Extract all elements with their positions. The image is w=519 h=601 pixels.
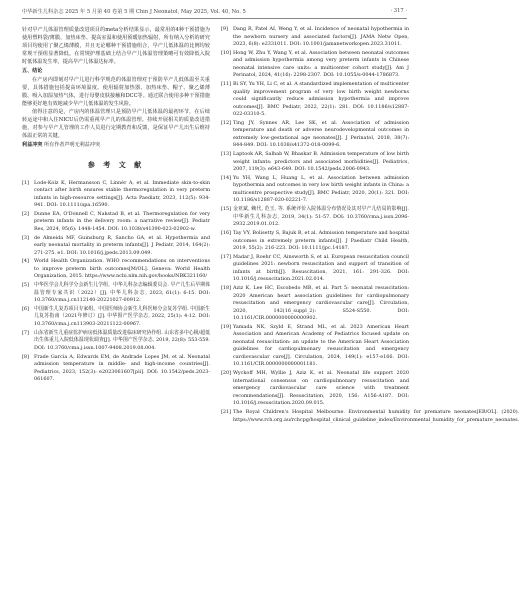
reference-number: [4]	[22, 258, 29, 265]
reference-text: The Royal Children's Hospital Melbourne. Environmental humidity for premature neonates[EB/OL]. (2020). https://www.rch.org.au/rchcpg/hospital_clinical_guideline_index/Environmental_humidity_for_premature_neonates.	[233, 409, 519, 423]
reference-number: [6]	[22, 305, 29, 312]
conflict-label: 利益冲突	[22, 142, 43, 149]
reference-item	[221, 254, 409, 284]
reference-item	[221, 409, 519, 424]
reference-number: [19]	[221, 323, 232, 330]
reference-item	[22, 330, 210, 353]
reference-text: 中国新生儿复苏项目专家组，中国医师协会新生儿科医师分会复苏学组. 中国新生儿复苏指南（2021年修订）[J]. 中华围产医学杂志, 2022, 25(1): 4-12. DOI: 10.3760/cma.j.cn113903-20211122-00967.	[34, 305, 210, 327]
reference-number: [5]	[22, 282, 29, 289]
reference-number: [1]	[22, 179, 29, 186]
reference-number: [11]	[221, 81, 232, 88]
reference-item	[221, 324, 409, 369]
reference-item	[221, 50, 409, 80]
reference-number: [16]	[221, 230, 232, 237]
reference-text: Bi SY, Yu YH, Li C, et al. A standardized implementation of multicenter quality improvement program of very low birth weight newborns could significantly reduce admission hypothermia and improve outcomes[J]. BMC Pediatr, 2022, 22(1): 281. DOI: 10.1186/s12887-022-03310-5.	[233, 81, 409, 118]
reference-number: [2]	[22, 210, 29, 217]
header-journal-info: 中华新生儿科杂志 2025 年 5 月第 40 卷第 5 期 Chin J Neonatol, May 2025, Vol. 40, No. 5	[22, 9, 246, 15]
reference-text: Laptook AR, Salhab W, Bhaskar B. Admission temperature of low birth weight infants: predictors and associated morbidities[J]. Pediatrics, 2007, 119(3): e643-649. DOI: 10.1542/peds.2006-0943.	[233, 151, 409, 173]
reference-item	[22, 282, 210, 305]
left-column	[22, 26, 210, 385]
reference-list-right	[221, 26, 519, 424]
reference-number: [7]	[22, 329, 29, 336]
references-heading: 参 考 文 献	[87, 160, 145, 170]
reference-text: Tay VY, Bolisetty S, Bajuk B, et al. Admission temperature and hospital outcomes in extremely preterm infants[J]. J Paediatr Child Health, 2019, 55(2): 216-223. DOI: 10.1111/jpc.14187.	[233, 230, 409, 252]
body-paragraph: 针对早产儿体温管理质量改进项目的meta分析结果显示，最常用的4种干预措施为使用塑料袋/薄膜、加热床垫、提高室温和使用预暖加热辐射，所有纳入分析的研究项目均使用了聚乙烯薄膜，并且无论哪种干预措施组合，早产儿低体温的比例均较常规干预组显著降低。在常规护理基础上结合早产儿体温管理策略可有效降低入院时低体温发生率，提高早产儿体温达标率。	[22, 27, 210, 66]
reference-item	[221, 120, 409, 150]
reference-number: [18]	[221, 285, 232, 292]
reference-item	[221, 230, 409, 253]
reference-text: 山东省新生儿重症监护病房低体温质量改进临床研究协作组. 山东省多中心极/超低出生体重儿入院低体温现状调查[J]. 中华围产医学杂志, 2019, 22(8): 553-559. DOI: 10.3760/cma.j.issn.1007-9408.2019.08.004.	[34, 329, 210, 351]
reference-number: [20]	[221, 370, 232, 377]
reference-item	[221, 81, 409, 119]
running-header	[22, 6, 407, 18]
reference-text: Madar J, Roehr CC, Ainsworth S, et al. European resuscitation council guidelines 2021: newborn resuscitation and support of transition of infants at birth[J]. Resuscitation, 2021, 161: 291-326. DOI: 10.1016/j.resuscitation.2021.02.014.	[233, 253, 409, 283]
reference-number: [17]	[221, 253, 232, 260]
reference-text: Wyckoff MH, Wyllie J, Aziz K, et al. Neonatal life support 2020 international consensus on cardiopulmonary resuscitation and emergency cardiovascular care science with treatment recommendations[J]. Resuscitation, 2020, 156: A156-A187. DOI: 10.1016/j.resuscitation.2020.09.015.	[233, 370, 409, 407]
reference-item	[221, 26, 409, 49]
reference-text: Yamada NK, Szyld E, Strand ML, et al. 2023 American Heart Association and American Academy of Pediatrics focused update on neonatal resuscitation: an update to the American Heart Association guidelines for cardiopulmonary resuscitation and emergency cardiovascular care[J]. Circulation, 2024, 149(1): e157-e166. DOI: 10.1161/CIR.0000000000001181.	[233, 323, 409, 368]
conflict-of-interest-note	[22, 141, 210, 149]
reference-list-left	[22, 180, 210, 384]
header-page-number: · 317 ·	[390, 8, 407, 14]
reference-text: Frade Garcia A, Edwards EM, de Andrade Lopes JM, et al. Neonatal admission temperature in middle- and high-income countries[J]. Pediatrics, 2023, 152(3): e2023061607[pii]. DOI: 10.1542/peds.2023-061607.	[34, 353, 210, 383]
reference-number: [12]	[221, 119, 232, 126]
reference-item	[22, 235, 210, 258]
conflict-text: 所有作者声明无利益冲突	[44, 142, 101, 149]
reference-item	[221, 175, 409, 205]
reference-item	[221, 370, 409, 408]
reference-number: [8]	[22, 353, 29, 360]
section-heading: 五、结论	[22, 68, 43, 75]
reference-number: [14]	[221, 174, 232, 181]
reference-item	[22, 180, 210, 210]
reference-text: Dang R, Patel AI, Weng Y, et al. Incidence of neonatal hypothermia in the newborn nursery and associated factors[J]. JAMA Netw Open, 2023, 6(8): e2331011. DOI: 10.1001/jamanetworkopen.2023.31011.	[233, 26, 409, 47]
reference-number: [10]	[221, 49, 232, 56]
reference-text: de Almeida MF, Guinsburg R, Sancho GA, et al. Hypothermia and early neonatal mortality in preterm infants[J]. J Pediatr, 2014, 164(2): 271-275. e1. DOI: 10.1016/j.jpeds.2013.09.049.	[34, 234, 210, 256]
reference-item	[22, 258, 210, 281]
reference-text: 金亚斌, 赖代, 范玉, 等. 系统评价入院体温分布情况及其对早产儿结局的影响[J]. 中华新生儿科杂志, 2019, 34(1): 51-57. DOI: 10.3760/cma.j.issn.2096-2932.2019.01.012.	[233, 206, 409, 228]
reference-item	[22, 211, 210, 234]
reference-number: [13]	[221, 151, 232, 158]
reference-text: Dunne EA, O'Donnell C, Nakstad B, et al. Thermoregulation for very preterm infants in the delivery room: a narrative review[J]. Pediatr Res, 2024, 95(6): 1448-1454. DOI: 10.1038/s41390-023-02902-w.	[34, 210, 210, 232]
reference-text: Yu YH, Wang L, Huang L, et al. Association between admission hypothermia and outcomes in very low birth weight infants in China: a multicentre prospective study[J]. BMC Pediatr, 2020, 20(1): 321. DOI: 10.1186/s12887-020-02221-7.	[233, 174, 409, 204]
reference-text: Hong W, Zhu Y, Wang Y, et al. Association between neonatal outcomes and admission hypothermia among very preterm infants in Chinese neonatal intensive care units: a multicenter cohort study[J]. Am J Perinatol, 2024, 41(16): 2298-2307. DOI: 10.1055/s-0044-1786873.	[233, 49, 409, 79]
reference-text: World Health Organization. WHO recommendations on interventions to improve preterm birth outcomes[M/OL]. Geneva: World Health Organization, 2015. https://www.ncbi.nlm.nih.gov/books/NBK321160/	[34, 258, 210, 280]
reference-item	[221, 151, 409, 174]
reference-item	[22, 306, 210, 329]
right-column	[221, 26, 519, 425]
reference-number: [3]	[22, 234, 29, 241]
reference-text: Lode-Kolz K, Hermansson C, Linnér A, et al. Immediate skin-to-skin contact after birth ensures stable thermoregulation in very preterm infants in high-resource settings[J]. Acta Paediatr, 2023, 112(5): 934-941. DOI: 10.1111/apa.16590.	[34, 179, 210, 208]
reference-item	[22, 354, 210, 384]
reference-number: [21]	[221, 409, 232, 416]
reference-item	[221, 285, 409, 323]
body-paragraph: 在产房内即刻对早产儿进行科学规范的体温管理对于预防早产儿低体温至关重要，具体措施包括提高环境温度、使用辐射加热器、加热床垫、帽子、聚乙烯薄膜、吸入加湿加热气体，进行母婴皮肤接触和DCC等。通过联合使用多种干预措施能够更好地有效地减少早产儿低体温的发生风险。	[22, 76, 210, 107]
reference-number: [9]	[221, 26, 228, 32]
reference-text: Aziz K, Lee HC, Escobedo MB, et al. Part 5: neonatal resuscitation: 2020 American heart association guidelines for cardiopulmonary resuscitation and emergency cardiovascular care[J]. Circulation, 2020, 142(16_suppl_2): S524-S550. DOI: 10.1161/CIR.0000000000000902.	[233, 285, 409, 322]
body-paragraph: 值得注意的是，产房内的体温管理只是预防早产儿低体温的最初环节，在后续转运途中和入住NICU后仍需重视早产儿的体温管理。持续开展相关的质量改进措施，对参与早产儿管理的工作人员进行定期教育和反馈，是保证早产儿出生后维持体温正常的关键。	[22, 108, 210, 140]
reference-text: 中华医学会儿科学分会新生儿学组，中华儿科杂志编辑委员会. 早产儿生后早期体温管理专家共识（2022）[J]. 中华儿科杂志, 2023, 61(1): 6-15. DOI: 10.3760/cma.j.cn112140-20221027-00912.	[34, 282, 210, 304]
reference-text: Ting JY, Synnes AR, Lee SK, et al. Association of admission temperature and death or adverse neurodevelopmental outcomes in extremely low-gestational age neonates[J]. J Perinatol, 2018, 38(7): 844-849. DOI: 10.1038/s41372-018-0099-6.	[233, 119, 409, 149]
reference-number: [15]	[221, 206, 232, 213]
header-divider	[22, 18, 407, 19]
reference-item	[221, 206, 409, 229]
